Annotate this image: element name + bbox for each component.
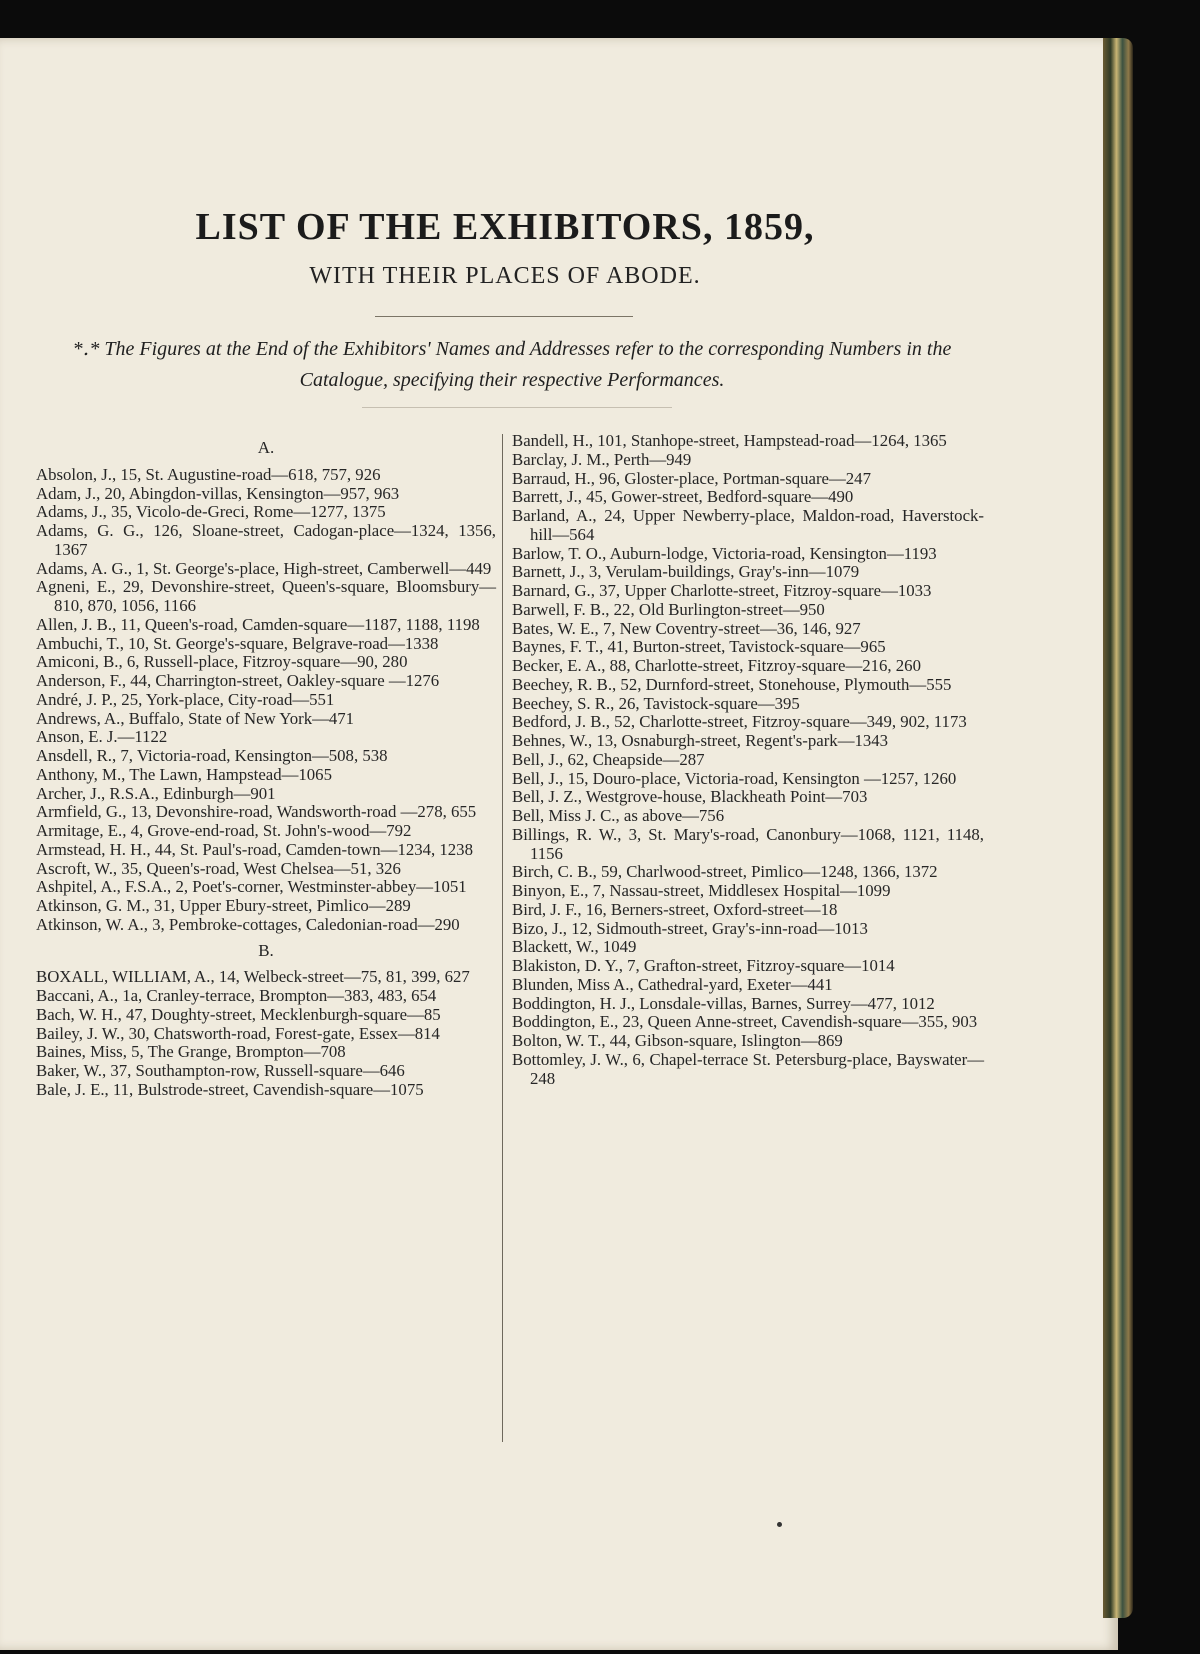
exhibitor-entry: Baynes, F. T., 41, Burton-street, Tavistock-square—965 [512, 637, 886, 657]
exhibitor-entry: Bailey, J. W., 30, Chatsworth-road, Forest-gate, Essex—814 [36, 1023, 440, 1043]
exhibitor-entry: Bach, W. H., 47, Doughty-street, Mecklenburgh-square—85 [36, 1004, 441, 1024]
exhibitor-entry: Blakiston, D. Y., 7, Grafton-street, Fitzroy-square—1014 [512, 956, 895, 975]
exhibitor-entry: Adam, J., 20, Abingdon-villas, Kensington—957, 963 [36, 483, 400, 503]
exhibitor-entry: Becker, E. A., 88, Charlotte-street, Fitzroy-square—216, 260 [512, 656, 921, 675]
exhibitor-entry: Beechey, S. R., 26, Tavistock-square—395 [512, 693, 800, 713]
page-title: LIST OF THE EXHIBITORS, 1859, [195, 206, 815, 248]
exhibitor-entry: Barnard, G., 37, Upper Charlotte-street, Fitzroy-square—1033 [512, 581, 932, 600]
exhibitor-entry: Barnett, J., 3, Verulam-buildings, Gray's-inn—1079 [512, 562, 860, 582]
exhibitor-entry: Bottomley, J. W., 6, Chapel-terrace St. Petersburg-place, Bayswater—248 [512, 1049, 984, 1088]
exhibitor-entry: Bolton, W. T., 44, Gibson-square, Islington—869 [512, 1031, 843, 1050]
exhibitor-entry: Absolon, J., 15, St. Augustine-road—618, 757, 926 [36, 464, 381, 484]
exhibitor-entry: Bird, J. F., 16, Berners-street, Oxford-street—18 [512, 899, 838, 919]
right-column-list [512, 432, 984, 1088]
exhibitor-entry: Boddington, H. J., Lonsdale-villas, Barnes, Surrey—477, 1012 [512, 993, 935, 1013]
exhibitor-entry: Barraud, H., 96, Gloster-place, Portman-square—247 [512, 468, 871, 488]
exhibitor-entry: Bedford, J. B., 52, Charlotte-street, Fitzroy-square—349, 902, 1173 [512, 712, 967, 732]
title-rule [375, 316, 633, 317]
exhibitor-entry: Binyon, E., 7, Nassau-street, Middlesex Hospital—1099 [512, 881, 891, 900]
exhibitor-entry: Bell, J., 15, Douro-place, Victoria-road, Kensington —1257, 1260 [512, 768, 957, 788]
exhibitor-entry: Bale, J. E., 11, Bulstrode-street, Cavendish-square—1075 [36, 1079, 424, 1099]
exhibitor-entry: Blackett, W., 1049 [512, 937, 637, 957]
section-a-list [36, 466, 496, 935]
exhibitor-entry: Adams, G. G., 126, Sloane-street, Cadogan-place—1324, 1356, 1367 [36, 521, 496, 559]
exhibitor-entry: Baker, W., 37, Southampton-row, Russell-square—646 [36, 1061, 405, 1080]
exhibitor-entry: Armfield, G., 13, Devonshire-road, Wandsworth-road —278, 655 [36, 802, 477, 822]
exhibitor-entry: Baccani, A., 1a, Cranley-terrace, Brompton—383, 483, 654 [36, 986, 437, 1005]
exhibitor-entry: Barrett, J., 45, Gower-street, Bedford-square—490 [512, 487, 854, 507]
left-column [36, 432, 496, 1100]
exhibitor-entry: Billings, R. W., 3, St. Mary's-road, Canonbury—1068, 1121, 1148, 1156 [512, 824, 984, 863]
exhibitor-entry: Allen, J. B., 11, Queen's-road, Camden-square—1187, 1188, 1198 [36, 614, 480, 634]
exhibitor-entry: Andrews, A., Buffalo, State of New York—471 [36, 708, 355, 728]
column-divider [502, 434, 503, 1442]
exhibitor-entry: Anthony, M., The Lawn, Hampstead—1065 [36, 764, 332, 784]
exhibitor-entry: Ansdell, R., 7, Victoria-road, Kensington—508, 538 [36, 746, 388, 765]
exhibitor-entry: Bates, W. E., 7, New Coventry-street—36, 146, 927 [512, 618, 861, 638]
page-subtitle: WITH THEIR PLACES OF ABODE. [309, 263, 701, 289]
exhibitor-entry: Barclay, J. M., Perth—949 [512, 449, 692, 469]
exhibitor-entry: Barland, A., 24, Upper Newberry-place, Maldon-road, Haverstock-hill—564 [512, 506, 984, 544]
exhibitor-entry: Amiconi, B., 6, Russell-place, Fitzroy-square—90, 280 [36, 652, 408, 672]
exhibitor-entry: Anson, E. J.—1122 [36, 727, 168, 747]
exhibitor-entry: Anderson, F., 44, Charrington-street, Oakley-square —1276 [36, 671, 440, 690]
right-column [512, 432, 984, 1088]
exhibitor-entry: Ashpitel, A., F.S.A., 2, Poet's-corner, Westminster-abbey—1051 [36, 877, 467, 897]
exhibitor-entry: Adams, A. G., 1, St. George's-place, High-street, Camberwell—449 [36, 558, 492, 578]
exhibitor-entry: Birch, C. B., 59, Charlwood-street, Pimlico—1248, 1366, 1372 [512, 862, 938, 882]
page-speck [777, 1522, 782, 1527]
exhibitor-entry: Bandell, H., 101, Stanhope-street, Hampstead-road—1264, 1365 [512, 431, 947, 450]
page-edge [1103, 38, 1133, 1618]
section-heading-a: A. [257, 438, 275, 457]
exhibitor-entry: Adams, J., 35, Vicolo-de-Greci, Rome—1277, 1375 [36, 502, 386, 522]
exhibitor-entry: BOXALL, WILLIAM, A., 14, Welbeck-street—75, 81, 399, 627 [36, 967, 470, 987]
exhibitor-entry: Agneni, E., 29, Devonshire-street, Queen's-square, Bloomsbury—810, 870, 1056, 1166 [36, 577, 496, 615]
exhibitor-entry: Barlow, T. O., Auburn-lodge, Victoria-road, Kensington—1193 [512, 543, 937, 563]
exhibitor-entry: Baines, Miss, 5, The Grange, Brompton—708 [36, 1042, 346, 1062]
section-b-list [36, 968, 496, 1099]
exhibitor-entry: Armitage, E., 4, Grove-end-road, St. John's-wood—792 [36, 821, 412, 840]
note-rule [362, 407, 672, 408]
exhibitor-entry: Ambuchi, T., 10, St. George's-square, Belgrave-road—1338 [36, 633, 439, 653]
exhibitor-entry: Beechey, R. B., 52, Durnford-street, Stonehouse, Plymouth—555 [512, 674, 952, 694]
exhibitor-entry: André, J. P., 25, York-place, City-road—551 [36, 689, 335, 709]
exhibitor-entry: Behnes, W., 13, Osnaburgh-street, Regent's-park—1343 [512, 731, 889, 750]
exhibitor-entry: Bell, Miss J. C., as above—756 [512, 806, 725, 825]
exhibitor-entry: Atkinson, W. A., 3, Pembroke-cottages, Caledonian-road—290 [36, 914, 460, 934]
exhibitor-entry: Blunden, Miss A., Cathedral-yard, Exeter—441 [512, 974, 833, 994]
exhibitor-entry: Barwell, F. B., 22, Old Burlington-street—950 [512, 599, 825, 619]
exhibitor-entry: Bizo, J., 12, Sidmouth-street, Gray's-inn-road—1013 [512, 918, 868, 938]
exhibitor-entry: Armstead, H. H., 44, St. Paul's-road, Camden-town—1234, 1238 [36, 839, 473, 859]
exhibitor-entry: Bell, J., 62, Cheapside—287 [512, 749, 705, 769]
exhibitor-entry: Archer, J., R.S.A., Edinburgh—901 [36, 783, 276, 803]
exhibitor-entry: Bell, J. Z., Westgrove-house, Blackheath Point—703 [512, 787, 868, 807]
exhibitor-entry: Atkinson, G. M., 31, Upper Ebury-street, Pimlico—289 [36, 896, 411, 915]
exhibitor-entry: Ascroft, W., 35, Queen's-road, West Chelsea—51, 326 [36, 858, 401, 878]
exhibitor-entry: Boddington, E., 23, Queen Anne-street, Cavendish-square—355, 903 [512, 1012, 978, 1032]
section-heading-b: B. [258, 940, 274, 960]
catalogue-note: *․* The Figures at the End of the Exhibitors' Names and Addresses refer to the corresponding Numbers in the Catalogue, specifying their respective Performances. [72, 338, 952, 391]
